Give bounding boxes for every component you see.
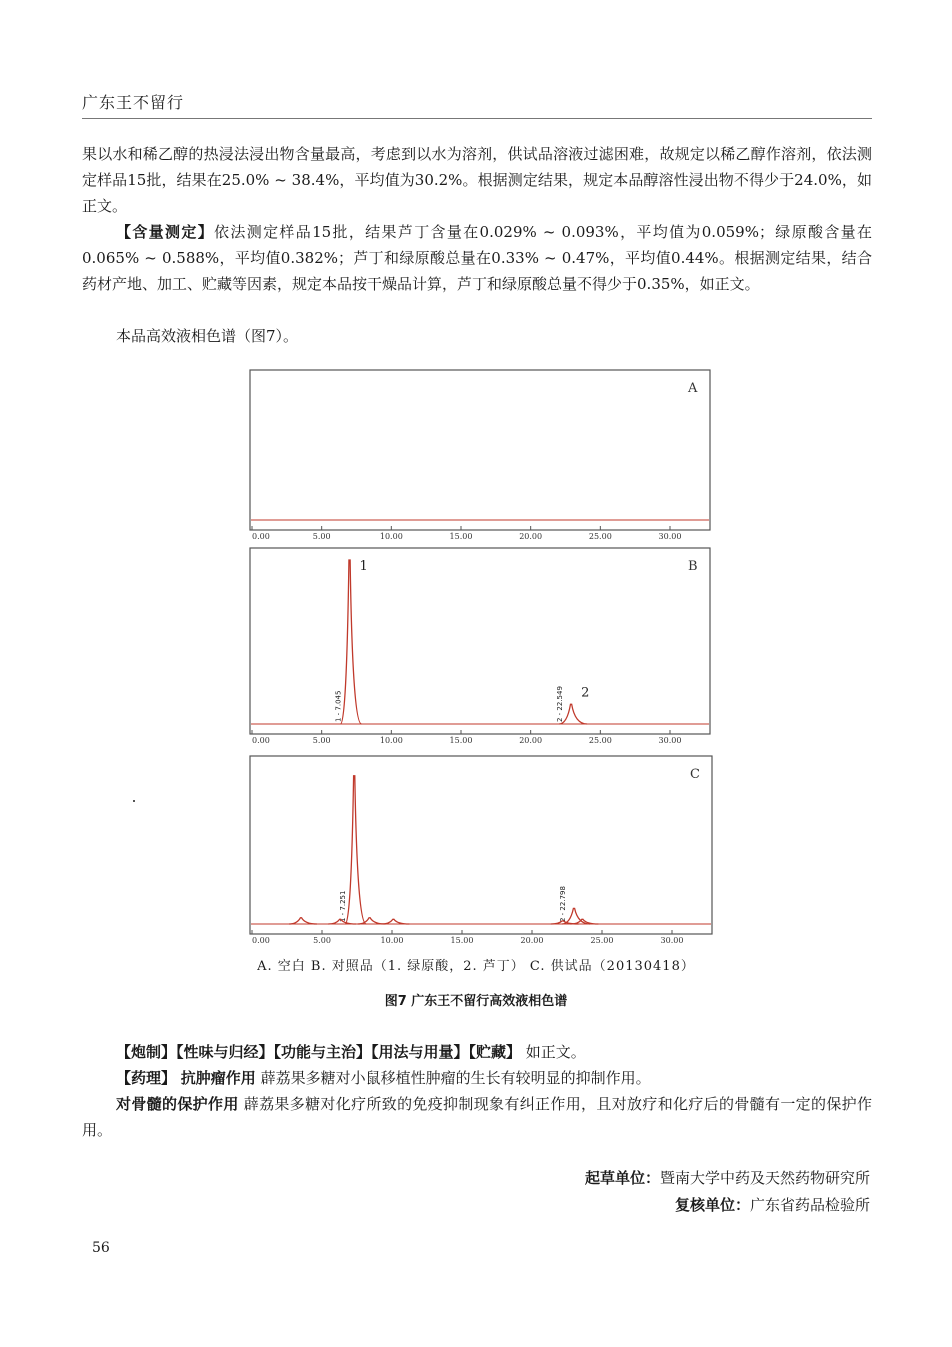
panel-a-tick-label: 20.00 [519, 532, 543, 541]
peak [345, 776, 366, 924]
panel-c-tick-label: 25.00 [590, 936, 614, 945]
peak-annotation: 1 - 7.045 [334, 690, 343, 722]
running-header: 广东王不留行 [82, 93, 185, 112]
paragraph-processing [82, 1039, 872, 1065]
panel-c-tick-label: 30.00 [660, 936, 684, 945]
draft-unit-value: 暨南大学中药及天然药物研究所 [659, 1169, 870, 1187]
peak [341, 560, 362, 724]
review-unit [675, 1194, 870, 1215]
marrow-text: 薜荔果多糖对化疗所致的免疫抑制现象有纠正作用，且对放疗和化疗后的骨髓有一定的保护作用。 [82, 1095, 872, 1139]
processing-text: 如正文。 [525, 1043, 586, 1061]
panel-a-frame [250, 370, 710, 530]
draft-unit-label: 起草单位： [584, 1169, 660, 1187]
panel-b-tick-label: 15.00 [449, 736, 473, 745]
panel-b-tick-label: 10.00 [379, 736, 403, 745]
panel-a-tick-label: 25.00 [588, 532, 612, 541]
paragraph-extract: 果以水和稀乙醇的热浸法浸出物含量最高，考虑到以水为溶剂，供试品溶液过滤困难，故规定以稀乙醇作溶剂，依法测定样品15批，结果在25.0% ~ 38.4%，平均值为30.2%。根据测定结果，规定本品醇溶性浸出物不得少于24.0%，如正文。 [82, 145, 872, 215]
hplc-chromatogram-figure [238, 366, 718, 946]
paragraph-marrow [82, 1091, 872, 1143]
peak-number-label: 2 [581, 685, 590, 701]
marrow-label: 对骨髓的保护作用 [116, 1095, 239, 1113]
peak [358, 918, 386, 924]
panel-c-tick-label: 5.00 [313, 936, 331, 945]
panel-b-tick-label: 5.00 [312, 736, 331, 745]
panel-b-label: B [688, 559, 698, 574]
panel-b-tick-label: 25.00 [588, 736, 612, 745]
peak-annotation: 2 - 22.798 [559, 886, 567, 922]
panel-c-tick-label: 10.00 [380, 936, 404, 945]
paragraph-hplc-intro: 本品高效液相色谱（图7）。 [116, 327, 299, 345]
panel-c-tick-label: 15.00 [450, 936, 474, 945]
paragraph-pharmacology [82, 1065, 872, 1091]
panel-a-label: A [688, 381, 698, 396]
panel-a-tick-label: 10.00 [379, 532, 403, 541]
header-rule [82, 118, 872, 119]
antitumor-label: 抗肿瘤作用 [180, 1069, 256, 1087]
peak-number-label: 1 [359, 559, 368, 574]
panel-a-tick-label: 5.00 [312, 532, 331, 541]
assay-text: 依法测定样品15批，结果芦丁含量在0.029% ~ 0.093%，平均值为0.059%；绿原酸含量在0.065% ~ 0.588%，平均值0.382%；芦丁和绿原酸总量在0.33% ~ 0.47%，平均值0.44%。根据测定结果，结合药材产地、加工、贮藏等因素，规定本品按干燥品计算，芦丁和绿原酸总量不得少于0.35%，如正文。 [82, 223, 872, 293]
paragraph-assay [82, 219, 872, 297]
panel-a-tick-label: 30.00 [658, 532, 682, 541]
panel-c-tick-label: 20.00 [520, 936, 544, 945]
figure-caption: 图7 广东王不留行高效液相色谱 [384, 994, 568, 1009]
draft-unit [585, 1167, 870, 1188]
panel-c-tick-label: 0.00 [252, 936, 270, 945]
peak [289, 918, 317, 924]
assay-label: 【含量测定】 [116, 223, 215, 241]
panel-c-frame [250, 756, 712, 934]
peak-annotation: 1 - 7.251 [339, 890, 348, 922]
peak [381, 919, 409, 924]
chromatogram-svg [238, 366, 718, 946]
panel-b-tick-label: 0.00 [252, 736, 270, 745]
panel-b-tick-label: 20.00 [519, 736, 543, 745]
stray-dot [133, 800, 135, 802]
panel-a-tick-label: 15.00 [449, 532, 473, 541]
panel-b-tick-label: 30.00 [658, 736, 682, 745]
pharmacology-label: 【药理】 [116, 1069, 177, 1087]
review-unit-value: 广东省药品检验所 [749, 1196, 870, 1214]
panel-a-tick-label: 0.00 [252, 532, 270, 541]
panel-c-label: C [690, 767, 700, 782]
processing-label: 【炮制】【性味与归经】【功能与主治】【用法与用量】【贮藏】 [116, 1043, 522, 1061]
review-unit-label: 复核单位： [674, 1196, 750, 1214]
panel-b-frame [250, 548, 710, 734]
figure-legend: A. 空白 B. 对照品（1. 绿原酸，2. 芦丁） C. 供试品（20130418） [257, 959, 695, 974]
antitumor-text: 薜荔果多糖对小鼠移植性肿瘤的生长有较明显的抑制作用。 [260, 1069, 651, 1087]
peak-annotation: 2 - 22.549 [556, 686, 565, 722]
page-number: 56 [92, 1240, 110, 1256]
